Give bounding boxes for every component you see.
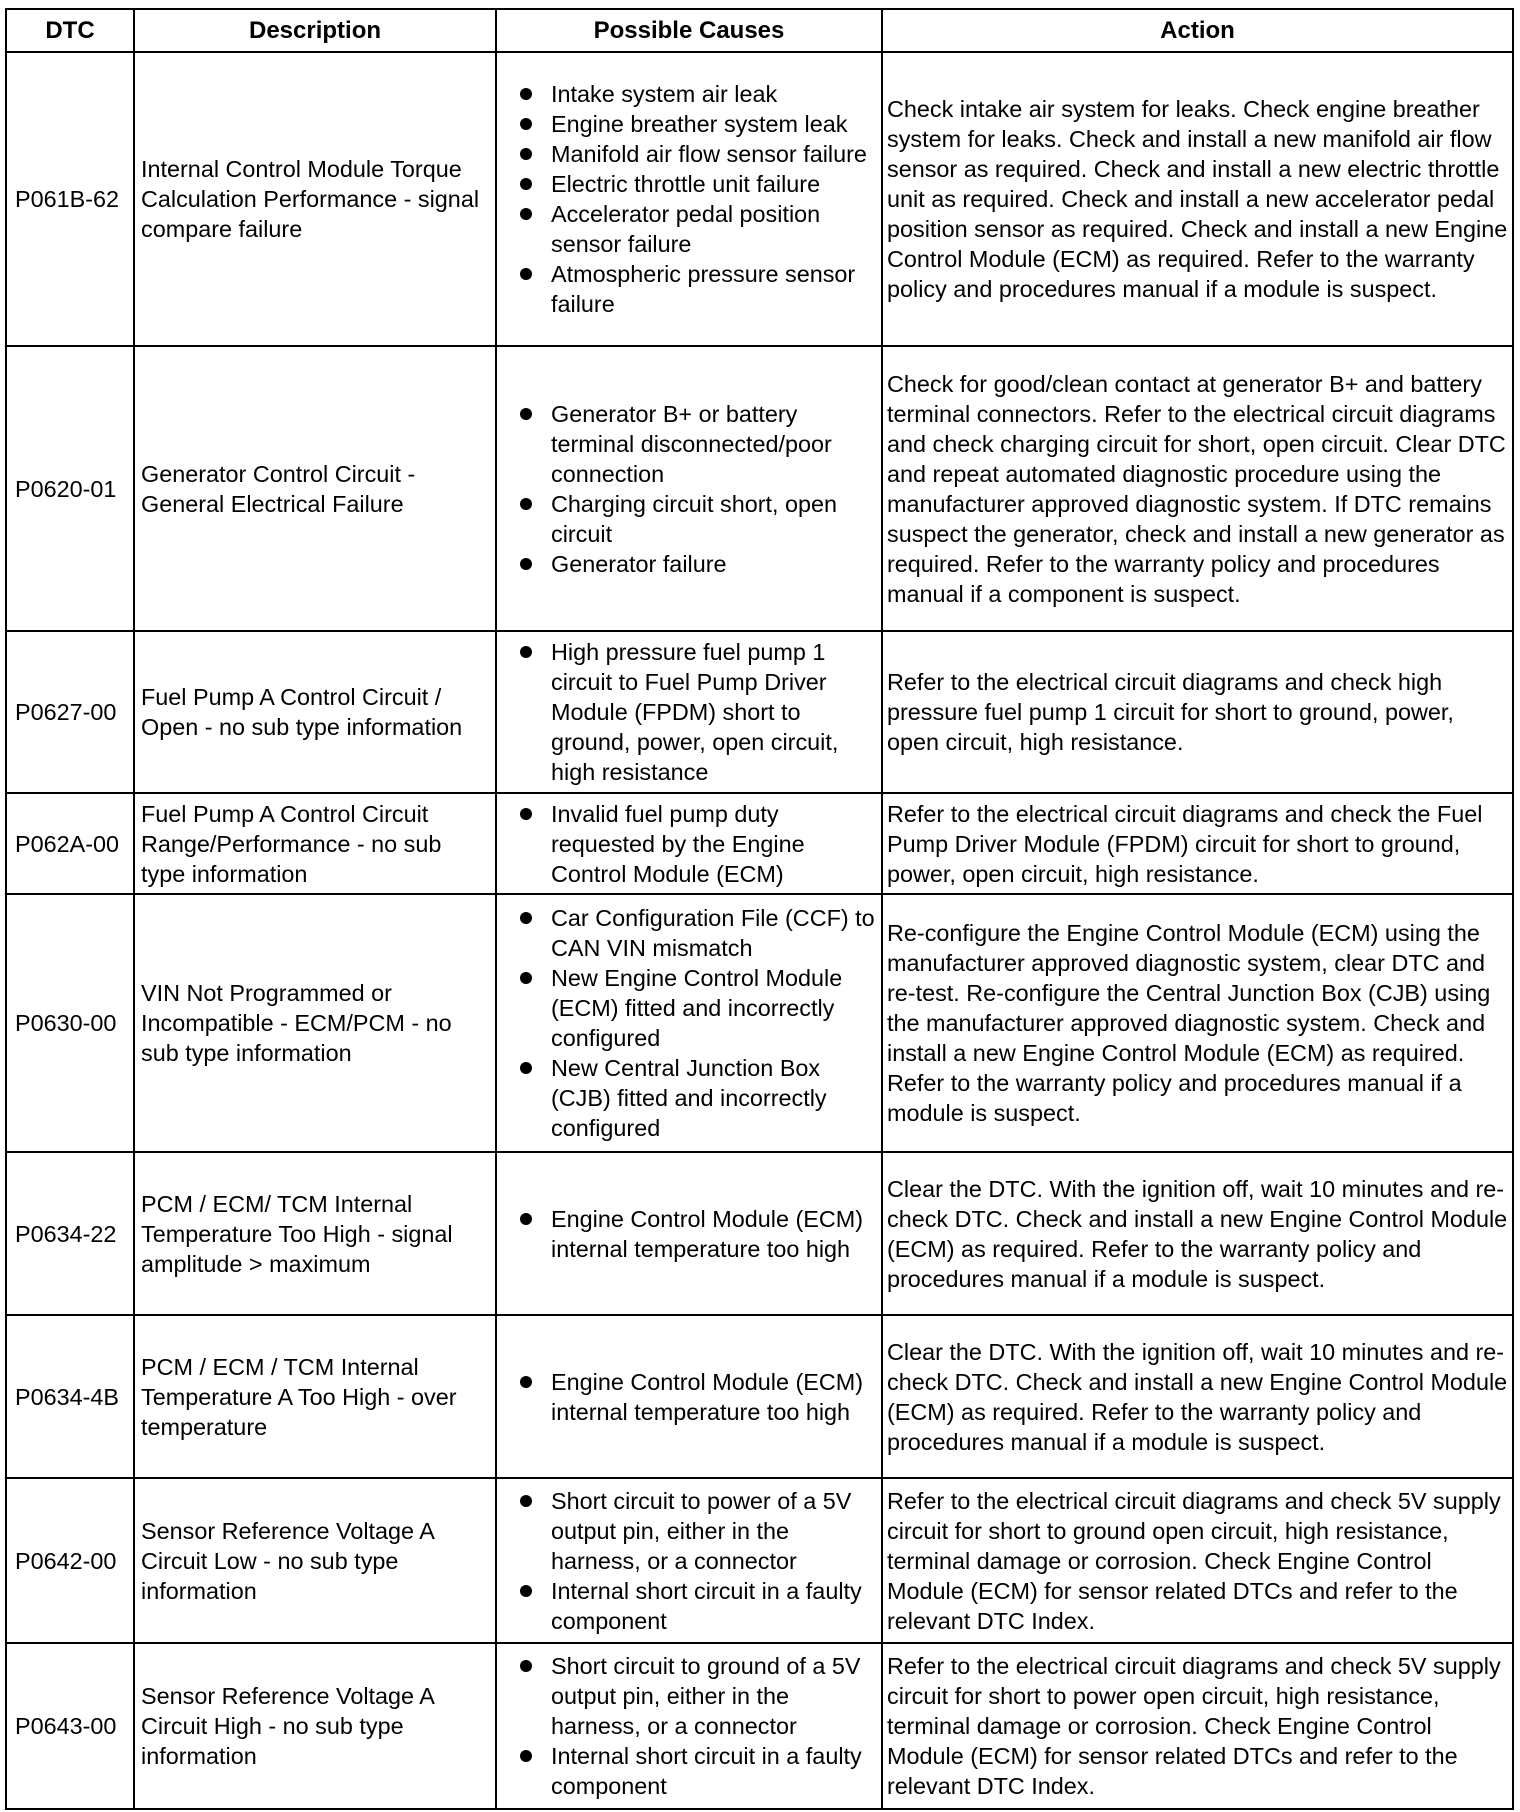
dtc-table xyxy=(5,8,1514,1810)
dtc-action: Check for good/clean contact at generator B+ and battery terminal connectors. Refer to the electrical circuit diagrams and check charging circuit for short, open circuit. Clear DTC and repeat automated diagnostic procedure using the manufacturer approved diagnostic system. If DTC remains suspect the generator, check and install a new generator as required. Refer to the warranty policy and procedures manual if a component is suspect. xyxy=(882,346,1513,631)
dtc-code: P0643-00 xyxy=(6,1643,134,1809)
dtc-description: PCM / ECM/ TCM Internal Temperature Too High - signal amplitude > maximum xyxy=(134,1152,496,1315)
cause-item: Engine Control Module (ECM) internal temperature too high xyxy=(497,1367,877,1427)
possible-causes xyxy=(496,894,882,1152)
possible-causes xyxy=(496,793,882,894)
cause-item: Intake system air leak xyxy=(497,79,877,109)
bullet-icon xyxy=(520,498,532,510)
bullet-icon xyxy=(520,646,532,658)
possible-causes xyxy=(496,631,882,793)
table-row xyxy=(6,1315,1513,1478)
cause-item: Internal short circuit in a faulty component xyxy=(497,1741,877,1801)
cause-item: Short circuit to power of a 5V output pin, either in the harness, or a connector xyxy=(497,1486,877,1576)
bullet-icon xyxy=(520,1750,532,1762)
dtc-code: P0634-4B xyxy=(6,1315,134,1478)
table-row xyxy=(6,894,1513,1152)
cause-item: Atmospheric pressure sensor failure xyxy=(497,259,877,319)
cause-item: Invalid fuel pump duty requested by the Engine Control Module (ECM) xyxy=(497,799,877,889)
cause-item: Electric throttle unit failure xyxy=(497,169,877,199)
table-row xyxy=(6,1643,1513,1809)
dtc-description: Fuel Pump A Control Circuit / Open - no sub type information xyxy=(134,631,496,793)
dtc-description: PCM / ECM / TCM Internal Temperature A Too High - over temperature xyxy=(134,1315,496,1478)
dtc-action: Refer to the electrical circuit diagrams and check 5V supply circuit for short to ground open circuit, high resistance, terminal damage or corrosion. Check Engine Control Module (ECM) for sensor related DTCs and refer to the relevant DTC Index. xyxy=(882,1478,1513,1643)
possible-causes xyxy=(496,52,882,346)
cause-item: High pressure fuel pump 1 circuit to Fuel Pump Driver Module (FPDM) short to ground, power, open circuit, high resistance xyxy=(497,637,877,787)
dtc-action: Refer to the electrical circuit diagrams and check high pressure fuel pump 1 circuit for short to ground, power, open circuit, high resistance. xyxy=(882,631,1513,793)
cause-item: Engine breather system leak xyxy=(497,109,877,139)
table-row xyxy=(6,1152,1513,1315)
header-action: Action xyxy=(882,9,1513,52)
dtc-description: Internal Control Module Torque Calculation Performance - signal compare failure xyxy=(134,52,496,346)
dtc-code: P061B-62 xyxy=(6,52,134,346)
bullet-icon xyxy=(520,268,532,280)
cause-item: New Central Junction Box (CJB) fitted and incorrectly configured xyxy=(497,1053,877,1143)
bullet-icon xyxy=(520,1585,532,1597)
bullet-icon xyxy=(520,88,532,100)
possible-causes xyxy=(496,1478,882,1643)
cause-item: Generator failure xyxy=(497,549,877,579)
dtc-action: Re-configure the Engine Control Module (ECM) using the manufacturer approved diagnostic system, clear DTC and re-test. Re-configure the Central Junction Box (CJB) using the manufacturer approved diagnostic system. Check and install a new Engine Control Module (ECM) as required. Refer to the warranty policy and procedures manual if a module is suspect. xyxy=(882,894,1513,1152)
possible-causes xyxy=(496,1643,882,1809)
table-row xyxy=(6,52,1513,346)
bullet-icon xyxy=(520,1062,532,1074)
dtc-action: Refer to the electrical circuit diagrams and check the Fuel Pump Driver Module (FPDM) circuit for short to ground, power, open circuit, high resistance. xyxy=(882,793,1513,894)
dtc-action: Clear the DTC. With the ignition off, wait 10 minutes and re-check DTC. Check and install a new Engine Control Module (ECM) as required. Refer to the warranty policy and procedures manual if a module is suspect. xyxy=(882,1152,1513,1315)
bullet-icon xyxy=(520,558,532,570)
header-row xyxy=(6,9,1513,52)
dtc-description: Sensor Reference Voltage A Circuit High - no sub type information xyxy=(134,1643,496,1809)
cause-item: Charging circuit short, open circuit xyxy=(497,489,877,549)
header-possible-causes: Possible Causes xyxy=(496,9,882,52)
table-row xyxy=(6,346,1513,631)
bullet-icon xyxy=(520,118,532,130)
dtc-description: Sensor Reference Voltage A Circuit Low - no sub type information xyxy=(134,1478,496,1643)
cause-item: New Engine Control Module (ECM) fitted and incorrectly configured xyxy=(497,963,877,1053)
dtc-code: P0630-00 xyxy=(6,894,134,1152)
bullet-icon xyxy=(520,1660,532,1672)
dtc-description: Generator Control Circuit - General Electrical Failure xyxy=(134,346,496,631)
dtc-description: VIN Not Programmed or Incompatible - ECM/PCM - no sub type information xyxy=(134,894,496,1152)
dtc-action: Clear the DTC. With the ignition off, wait 10 minutes and re-check DTC. Check and install a new Engine Control Module (ECM) as required. Refer to the warranty policy and procedures manual if a module is suspect. xyxy=(882,1315,1513,1478)
bullet-icon xyxy=(520,808,532,820)
cause-item: Accelerator pedal position sensor failure xyxy=(497,199,877,259)
table-row xyxy=(6,631,1513,793)
cause-item: Generator B+ or battery terminal disconnected/poor connection xyxy=(497,399,877,489)
possible-causes xyxy=(496,346,882,631)
dtc-code: P0627-00 xyxy=(6,631,134,793)
bullet-icon xyxy=(520,912,532,924)
header-dtc: DTC xyxy=(6,9,134,52)
bullet-icon xyxy=(520,1495,532,1507)
bullet-icon xyxy=(520,178,532,190)
cause-item: Short circuit to ground of a 5V output pin, either in the harness, or a connector xyxy=(497,1651,877,1741)
dtc-action: Refer to the electrical circuit diagrams and check 5V supply circuit for short to power open circuit, high resistance, terminal damage or corrosion. Check Engine Control Module (ECM) for sensor related DTCs and refer to the relevant DTC Index. xyxy=(882,1643,1513,1809)
table-row xyxy=(6,793,1513,894)
table-row xyxy=(6,1478,1513,1643)
bullet-icon xyxy=(520,148,532,160)
bullet-icon xyxy=(520,972,532,984)
cause-item: Manifold air flow sensor failure xyxy=(497,139,877,169)
cause-item: Car Configuration File (CCF) to CAN VIN mismatch xyxy=(497,903,877,963)
dtc-code: P0620-01 xyxy=(6,346,134,631)
possible-causes xyxy=(496,1315,882,1478)
cause-item: Engine Control Module (ECM) internal temperature too high xyxy=(497,1204,877,1264)
dtc-code: P0634-22 xyxy=(6,1152,134,1315)
dtc-action: Check intake air system for leaks. Check engine breather system for leaks. Check and install a new manifold air flow sensor as required. Check and install a new electric throttle unit as required. Check and install a new accelerator pedal position sensor as required. Check and install a new Engine Control Module (ECM) as required. Refer to the warranty policy and procedures manual if a module is suspect. xyxy=(882,52,1513,346)
header-description: Description xyxy=(134,9,496,52)
dtc-description: Fuel Pump A Control Circuit Range/Performance - no sub type information xyxy=(134,793,496,894)
dtc-code: P0642-00 xyxy=(6,1478,134,1643)
bullet-icon xyxy=(520,1213,532,1225)
bullet-icon xyxy=(520,1376,532,1388)
dtc-code: P062A-00 xyxy=(6,793,134,894)
possible-causes xyxy=(496,1152,882,1315)
bullet-icon xyxy=(520,408,532,420)
bullet-icon xyxy=(520,208,532,220)
cause-item: Internal short circuit in a faulty component xyxy=(497,1576,877,1636)
